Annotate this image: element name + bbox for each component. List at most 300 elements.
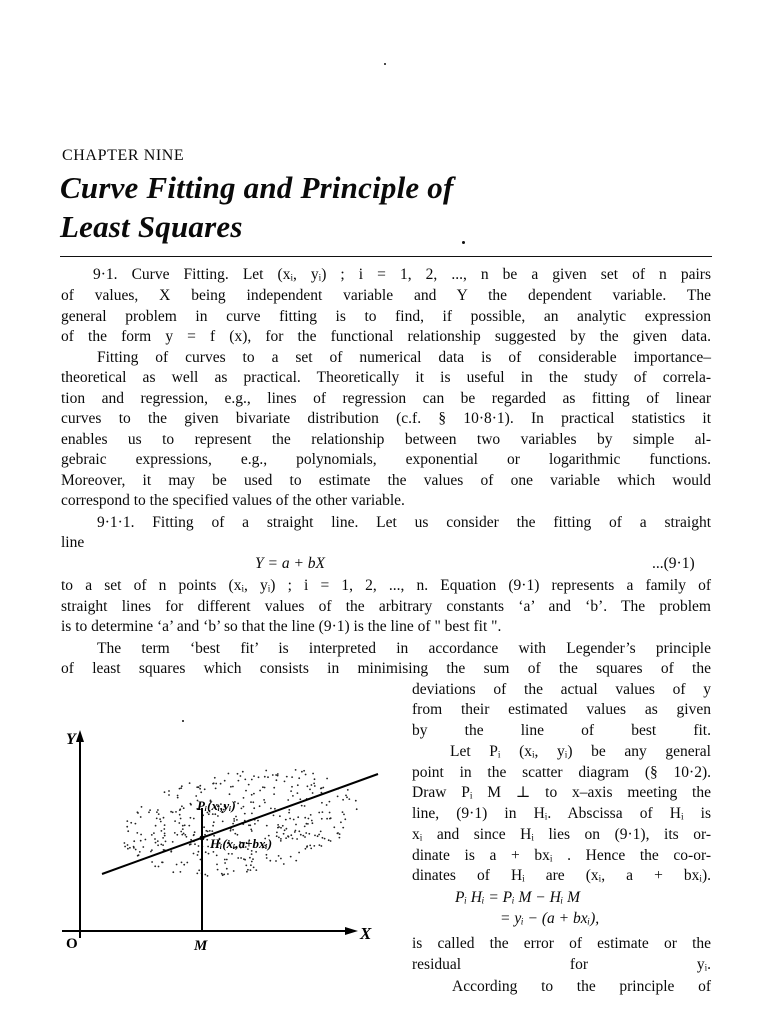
side-text-line: Draw Pᵢ M ⊥ to x–axis meeting the xyxy=(412,784,711,801)
scatter-dot xyxy=(259,805,261,807)
scatter-dot xyxy=(313,845,315,847)
scatter-dot xyxy=(161,830,163,832)
scatter-dot xyxy=(288,809,290,811)
scatter-dot xyxy=(237,803,239,805)
point-p-label: Pᵢ(xᵢ,yᵢ) xyxy=(197,798,236,813)
side-text-line: residual for yᵢ. xyxy=(412,956,711,973)
scatter-dot xyxy=(276,779,278,781)
body-line: to a set of n points (xᵢ, yᵢ) ; i = 1, 2, ..., n. Equation (9·1) represents a family of xyxy=(61,577,711,594)
scatter-dot xyxy=(339,837,341,839)
scatter-dot xyxy=(141,806,143,808)
scatter-dot xyxy=(190,803,192,805)
body-line: theoretical as well as practical. Theoretically it is useful in the study of correla- xyxy=(61,369,711,386)
scatter-dot xyxy=(312,822,314,824)
scatter-dot xyxy=(329,812,331,814)
point-h xyxy=(200,836,205,841)
scatter-dot xyxy=(251,794,253,796)
equation-number: ...(9·1) xyxy=(652,555,695,572)
side-text-line: dinate is a + bxᵢ . Hence the co-or- xyxy=(412,847,711,864)
scatter-dot xyxy=(294,831,296,833)
scatter-dot xyxy=(133,840,135,842)
scatter-dot xyxy=(194,843,196,845)
scatter-dot xyxy=(153,832,155,834)
title-rule xyxy=(60,256,712,257)
equation-9-1: Y = a + bX xyxy=(255,555,326,572)
scatter-dot xyxy=(251,861,253,863)
scatter-dot xyxy=(148,811,150,813)
scatter-dot xyxy=(178,822,180,824)
scatter-dot xyxy=(356,808,358,810)
scatter-dot xyxy=(230,830,232,832)
scatter-dot xyxy=(298,852,300,854)
scatter-dot xyxy=(184,824,186,826)
scatter-dot xyxy=(245,790,247,792)
scatter-dot xyxy=(241,808,243,810)
scatter-dot xyxy=(243,806,245,808)
scatter-dot xyxy=(299,798,301,800)
scatter-dot xyxy=(310,814,312,816)
scatter-dot xyxy=(304,805,306,807)
scatter-dot xyxy=(221,873,223,875)
scatter-dot xyxy=(199,785,201,787)
scatter-dot xyxy=(305,832,307,834)
scatter-dot xyxy=(251,813,253,815)
scatter-dot xyxy=(224,859,226,861)
scatter-dot xyxy=(211,830,213,832)
body-line: is to determine ‘a’ and ‘b’ so that the line (9·1) is the line of " best fit ". xyxy=(61,618,502,635)
scatter-dot xyxy=(295,860,297,862)
scatter-dot xyxy=(343,814,345,816)
scatter-dot xyxy=(284,829,286,831)
body-line: of the form y = f (x), for the functional relationship suggested by the given data. xyxy=(61,328,711,345)
scatter-dot xyxy=(199,788,201,790)
scatter-dot xyxy=(237,773,239,775)
scatter-dot xyxy=(233,818,235,820)
scatter-dot xyxy=(170,811,172,813)
scatter-dot xyxy=(273,793,275,795)
scatter-dot xyxy=(312,792,314,794)
scatter-dot xyxy=(159,818,161,820)
scatter-dot xyxy=(150,851,152,853)
scatter-dot xyxy=(326,804,328,806)
body-line: curves to the given bivariate distribution (c.f. § 10·8·1). In practical statistics it xyxy=(61,410,711,427)
body-line: enables us to represent the relationship between two variables by simple al- xyxy=(61,431,711,448)
scatter-dot xyxy=(243,797,245,799)
scatter-dot xyxy=(179,788,181,790)
scatter-dot xyxy=(226,868,228,870)
scatter-dot xyxy=(297,816,299,818)
scatter-dot xyxy=(253,867,255,869)
scatter-dot xyxy=(266,854,268,856)
scatter-dot xyxy=(305,774,307,776)
scatter-dot xyxy=(342,827,344,829)
scatter-dot xyxy=(151,834,153,836)
scatter-dot xyxy=(158,866,160,868)
scatter-dot xyxy=(330,840,332,842)
scatter-dot xyxy=(186,862,188,864)
scatter-dot xyxy=(319,844,321,846)
scatter-dot xyxy=(249,857,251,859)
scatter-dot xyxy=(165,841,167,843)
scatter-dot xyxy=(230,786,232,788)
residual-equation-line-2: = yᵢ − (a + bxᵢ), xyxy=(500,910,600,927)
side-text-line: point in the scatter diagram (§ 10·2). xyxy=(412,764,711,781)
scatter-dot xyxy=(127,848,129,850)
scatter-dot xyxy=(168,790,170,792)
speck-mark xyxy=(182,720,184,722)
scatter-dot xyxy=(348,798,350,800)
scatter-dot xyxy=(142,846,144,848)
scatter-dot xyxy=(275,860,277,862)
scatter-dot xyxy=(133,846,135,848)
scatter-dot xyxy=(280,858,282,860)
scatter-dot xyxy=(311,784,313,786)
scatter-dot xyxy=(206,839,208,841)
scatter-dot xyxy=(236,819,238,821)
scatter-dot xyxy=(326,778,328,780)
scatter-dot xyxy=(247,869,249,871)
scatter-dot xyxy=(181,834,183,836)
scatter-dot xyxy=(145,839,147,841)
scatter-dot xyxy=(224,862,226,864)
scatter-dot xyxy=(246,871,248,873)
scatter-dot xyxy=(280,838,282,840)
scatter-dot xyxy=(309,789,311,791)
scatter-dot xyxy=(253,775,255,777)
scatter-dot xyxy=(330,817,332,819)
scatter-dot xyxy=(214,813,216,815)
scatter-dot xyxy=(284,781,286,783)
scatter-dot xyxy=(273,815,275,817)
scatter-dot xyxy=(228,853,230,855)
chapter-title-line-2: Least Squares xyxy=(60,209,243,244)
scatter-dot xyxy=(155,842,157,844)
scatter-dot xyxy=(307,785,309,787)
scatter-dot xyxy=(231,853,233,855)
scatter-dot xyxy=(163,828,165,830)
scatter-dot xyxy=(198,845,200,847)
speck-mark xyxy=(462,241,465,244)
scatter-dot xyxy=(253,793,255,795)
body-line: gebraic expressions, e.g., polynomials, exponential or logarithmic functions. xyxy=(61,451,711,468)
scatter-dot xyxy=(233,820,235,822)
scatter-dot xyxy=(228,773,230,775)
scatter-dot xyxy=(276,835,278,837)
scatter-dot xyxy=(213,851,215,853)
scatter-dot xyxy=(234,833,236,835)
scatter-dot xyxy=(311,820,313,822)
scatter-dot xyxy=(180,871,182,873)
scatter-dot xyxy=(279,815,281,817)
scatter-dot xyxy=(305,848,307,850)
side-text-line: deviations of the actual values of y xyxy=(412,681,711,698)
residual-equation-line-1: Pᵢ Hᵢ = Pᵢ M − Hᵢ M xyxy=(455,889,580,906)
scatter-dot xyxy=(204,874,206,876)
scatter-dot xyxy=(215,788,217,790)
x-axis-arrow xyxy=(345,927,358,935)
scatter-dot xyxy=(126,826,128,828)
scatter-dot xyxy=(172,841,174,843)
scatter-dot xyxy=(314,835,316,837)
scatter-dot xyxy=(250,801,252,803)
scatter-dot xyxy=(140,816,142,818)
scatter-dot xyxy=(162,862,164,864)
scatter-dot xyxy=(156,811,158,813)
y-axis-arrow xyxy=(76,730,84,742)
scatter-dot xyxy=(333,826,335,828)
scatter-dot xyxy=(198,869,200,871)
scatter-dot xyxy=(179,814,181,816)
scatter-dot xyxy=(130,822,132,824)
scatter-dot xyxy=(265,770,267,772)
scatter-dot xyxy=(321,787,323,789)
scatter-dot xyxy=(321,802,323,804)
scatter-dot xyxy=(250,869,252,871)
body-line: Fitting of curves to a set of numerical data is of considerable importance– xyxy=(97,349,711,366)
scatter-dot xyxy=(326,818,328,820)
scatter-dot xyxy=(177,795,179,797)
scatter-dot xyxy=(258,776,260,778)
scatter-dot xyxy=(342,799,344,801)
scatter-dot xyxy=(278,826,280,828)
scatter-dot xyxy=(215,783,217,785)
scatter-dot xyxy=(244,813,246,815)
y-axis-label: Y xyxy=(66,731,76,748)
scatter-dot xyxy=(250,864,252,866)
scatter-dot xyxy=(313,783,315,785)
origin-label: O xyxy=(66,936,78,952)
scatter-dot xyxy=(158,813,160,815)
scatter-dot xyxy=(288,812,290,814)
scatter-dot xyxy=(240,775,242,777)
scatter-dot xyxy=(127,844,129,846)
point-h-label: Hᵢ(xᵢ,a+bxᵢ) xyxy=(210,836,273,851)
scatter-dot xyxy=(164,833,166,835)
scatter-dot xyxy=(263,799,265,801)
scatter-dot xyxy=(277,773,279,775)
scatter-dot xyxy=(229,793,231,795)
scatter-dot xyxy=(328,839,330,841)
scatter-dot xyxy=(251,853,253,855)
scatter-dot xyxy=(126,820,128,822)
body-line: correspond to the specified values of the other variable. xyxy=(61,492,405,509)
scatter-dot xyxy=(264,787,266,789)
scatter-dot xyxy=(208,853,210,855)
scatter-dot xyxy=(329,801,331,803)
scatter-dot xyxy=(217,869,219,871)
scatter-dot xyxy=(339,833,341,835)
scatter-dot xyxy=(196,873,198,875)
scatter-dot xyxy=(295,769,297,771)
scatter-dot xyxy=(154,838,156,840)
scatter-dot xyxy=(157,844,159,846)
scatter-dot xyxy=(124,842,126,844)
scatter-dot xyxy=(273,787,275,789)
scatter-dot xyxy=(251,830,253,832)
side-text-line: from their estimated values as given xyxy=(412,701,711,718)
scatter-dot xyxy=(193,818,195,820)
scatter-dot xyxy=(318,812,320,814)
scatter-dot xyxy=(306,823,308,825)
scatter-dot xyxy=(266,857,268,859)
scatter-dot xyxy=(127,830,129,832)
side-text-line: Let Pᵢ (xᵢ, yᵢ) be any general xyxy=(450,743,711,760)
scatter-dot xyxy=(207,875,209,877)
scatter-dot xyxy=(295,824,297,826)
scatter-dot xyxy=(276,832,278,834)
scatter-dot xyxy=(297,784,299,786)
scatter-dot xyxy=(292,795,294,797)
scatter-dot xyxy=(129,847,131,849)
scatter-dot xyxy=(345,795,347,797)
scatter-dot xyxy=(193,834,195,836)
side-text-line: dinates of Hᵢ are (xᵢ, a + bxᵢ). xyxy=(412,867,711,884)
scatter-dot xyxy=(180,831,182,833)
scatter-dot xyxy=(160,821,162,823)
scatter-dot xyxy=(344,818,346,820)
scatter-dot xyxy=(237,857,239,859)
scatter-dot xyxy=(251,779,253,781)
scatter-dot xyxy=(245,865,247,867)
scatter-dot xyxy=(214,777,216,779)
scatter-dot xyxy=(172,811,174,813)
side-text-line: by the line of best fit. xyxy=(412,722,711,739)
scatter-dot xyxy=(233,870,235,872)
scatter-dot xyxy=(309,845,311,847)
scatter-dot xyxy=(272,774,274,776)
scatter-dot xyxy=(304,817,306,819)
scatter-dot xyxy=(290,856,292,858)
scatter-dot xyxy=(347,789,349,791)
scatter-dot xyxy=(177,797,179,799)
scatter-dot xyxy=(162,837,164,839)
scatter-dot xyxy=(164,835,166,837)
scatter-dot xyxy=(300,834,302,836)
scatter-dot xyxy=(301,771,303,773)
scatter-dot xyxy=(275,774,277,776)
scatter-dot xyxy=(355,800,357,802)
scatter-dot xyxy=(170,850,172,852)
scatter-dot xyxy=(174,832,176,834)
chapter-title-line-1: Curve Fitting and Principle of xyxy=(60,170,454,205)
scatter-dot xyxy=(298,830,300,832)
scatter-dot xyxy=(346,796,348,798)
scatter-dot xyxy=(222,821,224,823)
scatter-dot xyxy=(324,838,326,840)
scatter-dot xyxy=(205,851,207,853)
scatter-dot xyxy=(182,828,184,830)
scatter-dot xyxy=(226,859,228,861)
scatter-dot xyxy=(151,861,153,863)
scatter-dot xyxy=(155,825,157,827)
scatter-dot xyxy=(203,826,205,828)
scatter-dot xyxy=(322,787,324,789)
scatter-dot xyxy=(244,859,246,861)
scatter-dot xyxy=(291,776,293,778)
scatter-dot xyxy=(310,848,312,850)
scatter-dot xyxy=(297,792,299,794)
scatter-dot xyxy=(304,836,306,838)
scatter-dot xyxy=(139,851,141,853)
scatter-dot xyxy=(157,840,159,842)
scatter-dot xyxy=(232,829,234,831)
scatter-dot xyxy=(186,836,188,838)
scatter-dot xyxy=(212,783,214,785)
scatter-dot xyxy=(200,791,202,793)
scatter-dot xyxy=(264,802,266,804)
scatter-dot xyxy=(304,826,306,828)
scatter-dot xyxy=(227,873,229,875)
scatter-dot xyxy=(320,831,322,833)
scatter-dot xyxy=(278,855,280,857)
scatter-dot xyxy=(216,855,218,857)
scatter-dot xyxy=(168,794,170,796)
scatter-dot xyxy=(318,834,320,836)
scatter-dot xyxy=(197,854,199,856)
scatter-dot xyxy=(194,831,196,833)
scatter-dot xyxy=(232,823,234,825)
scatter-dot xyxy=(207,846,209,848)
scatter-dot xyxy=(149,809,151,811)
scatter-dot xyxy=(293,819,295,821)
scatter-dot xyxy=(198,851,200,853)
scatter-dot xyxy=(181,785,183,787)
scatter-dot xyxy=(193,853,195,855)
scatter-dot xyxy=(296,838,298,840)
scatter-dot xyxy=(322,837,324,839)
scatter-dot xyxy=(164,824,166,826)
body-line: line xyxy=(61,534,85,551)
scatter-dot xyxy=(244,779,246,781)
scatter-dot xyxy=(212,813,214,815)
scatter-dot xyxy=(337,832,339,834)
regression-line xyxy=(102,774,378,874)
scatter-dot xyxy=(262,786,264,788)
scatter-dot xyxy=(224,780,226,782)
scatter-dot xyxy=(181,862,183,864)
scatter-dot xyxy=(302,835,304,837)
scatter-dot xyxy=(340,821,342,823)
x-axis-label: X xyxy=(360,924,372,943)
body-line: Moreover, it may be used to estimate the values of one variable which would xyxy=(61,472,711,489)
chapter-label: CHAPTER NINE xyxy=(62,147,185,164)
scatter-dot xyxy=(285,837,287,839)
scatter-dot xyxy=(209,830,211,832)
scatter-dot xyxy=(303,770,305,772)
scatter-dot xyxy=(162,844,164,846)
scatter-dot xyxy=(285,819,287,821)
scatter-dot xyxy=(163,817,165,819)
scatter-dot xyxy=(317,835,319,837)
scatter-dot xyxy=(217,815,219,817)
scatter-dot xyxy=(216,864,218,866)
scatter-dot xyxy=(179,809,181,811)
scatter-dot xyxy=(286,828,288,830)
body-line: of values, X being independent variable and Y the dependent variable. The xyxy=(61,287,711,304)
body-line: straight lines for different values of the arbitrary constants ‘a’ and ‘b’. The problem xyxy=(61,598,711,615)
scatter-dot xyxy=(124,846,126,848)
scatter-dot xyxy=(140,834,142,836)
scatter-dot xyxy=(176,834,178,836)
scatter-dot xyxy=(195,795,197,797)
scatter-dot xyxy=(136,832,138,834)
scatter-dot xyxy=(232,786,234,788)
body-line: The term ‘best fit’ is interpreted in accordance with Legender’s principle xyxy=(97,640,711,657)
scatter-dot xyxy=(164,791,166,793)
body-line: 9·1. Curve Fitting. Let (xᵢ, yᵢ) ; i = 1, 2, ..., n be a given set of n pairs xyxy=(93,266,711,283)
side-text-line: xᵢ and since Hᵢ lies on (9·1), its or- xyxy=(412,826,711,843)
scatter-dot xyxy=(254,823,256,825)
